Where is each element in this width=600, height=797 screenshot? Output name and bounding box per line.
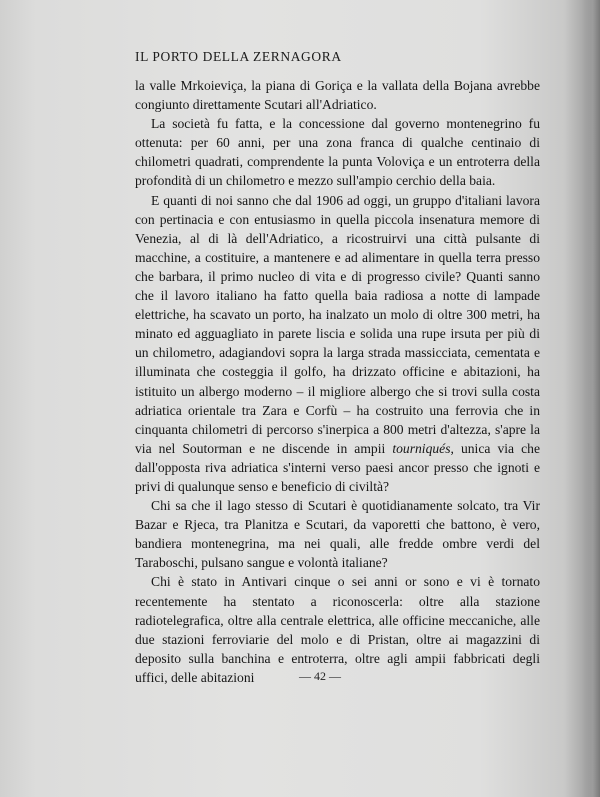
paragraph: E quanti di noi sanno che dal 1906 ad oggi, un gruppo d'italiani lavora con pertinacia e con entusiasmo in quella piccola insenatura memore di Venezia, al di là dell'Adriatico, a ricostruirvi una città pulsante di macchine, a costituire, a mantenere e ad alimentare in quella terra presso che barbara, il primo nucleo di vita e di progresso civile? Quanti sanno che il lavoro italiano ha fatto quella baia radiosa a notte di lampade elettriche, ha scavato un porto, ha inalzato un molo di oltre 300 metri, ha minato ed agguagliato in parete liscia e solida una rupe irsuta per più di un chilometro, adagiandovi sopra la larga strada massicciata, cementata e illuminata che costeggia il golfo, ha drizzato officine e abitazioni, ha istituito un albergo moderno – il migliore albergo che si trovi sulla costa adriatica orientale tra Zara e Corfù – ha costruito una ferrovia che in cinquanta chilometri di percorso s'inerpica a 800 metri d'altezza, s'apre la via nel Soutorman e ne discende in ampii tourniqués, unica via che dall'opposta riva adriatica s'interni verso paesi ancor presso che ignoti e privi di qualunque senso e beneficio di civiltà? xyxy=(135,192,540,494)
page-number-footer xyxy=(0,669,600,684)
body-text xyxy=(135,76,540,687)
paragraph: Chi sa che il lago stesso di Scutari è quotidianamente solcato, tra Vir Bazar e Rjeca, tra Planitza e Scutari, da vaporetti che battono, è vero, bandiera montenegrina, ma nei quali, alle fredde ombre verdi del Taraboschi, pulsano sangue e volontà italiane? xyxy=(135,498,540,571)
running-head: IL PORTO DELLA ZERNAGORA xyxy=(135,49,342,64)
paragraph: Chi è stato in Antivari cinque o sei anni or sono e vi è tornato recentemente ha stentato a riconoscerla: oltre alla stazione radiotelegrafica, oltre alla centrale elettrica, alle officine meccaniche, alle due stazioni ferroviarie del molo e di Pristan, oltre ai magazzini di deposito sulla banchina e entroterra, oltre agli ampii fabbricati degli uffici, delle abitazioni xyxy=(135,574,540,685)
italic-term: tourniqués xyxy=(392,440,451,456)
paragraph-continued: la valle Mrkoieviça, la piana di Goriça e la vallata della Bojana avrebbe congiunto direttamente Scutari all'Adriatico. xyxy=(135,78,540,113)
paragraph: La società fu fatta, e la concessione dal governo montenegrino fu ottenuta: per 60 anni, per una zona franca di qualche centinaio di chilometri quadrati, comprendente la punta Voloviça e un entroterra della profondità di un chilometro e mezzo sull'ampio cerchio della baia. xyxy=(135,116,540,189)
page-number: — 42 — xyxy=(299,669,341,683)
